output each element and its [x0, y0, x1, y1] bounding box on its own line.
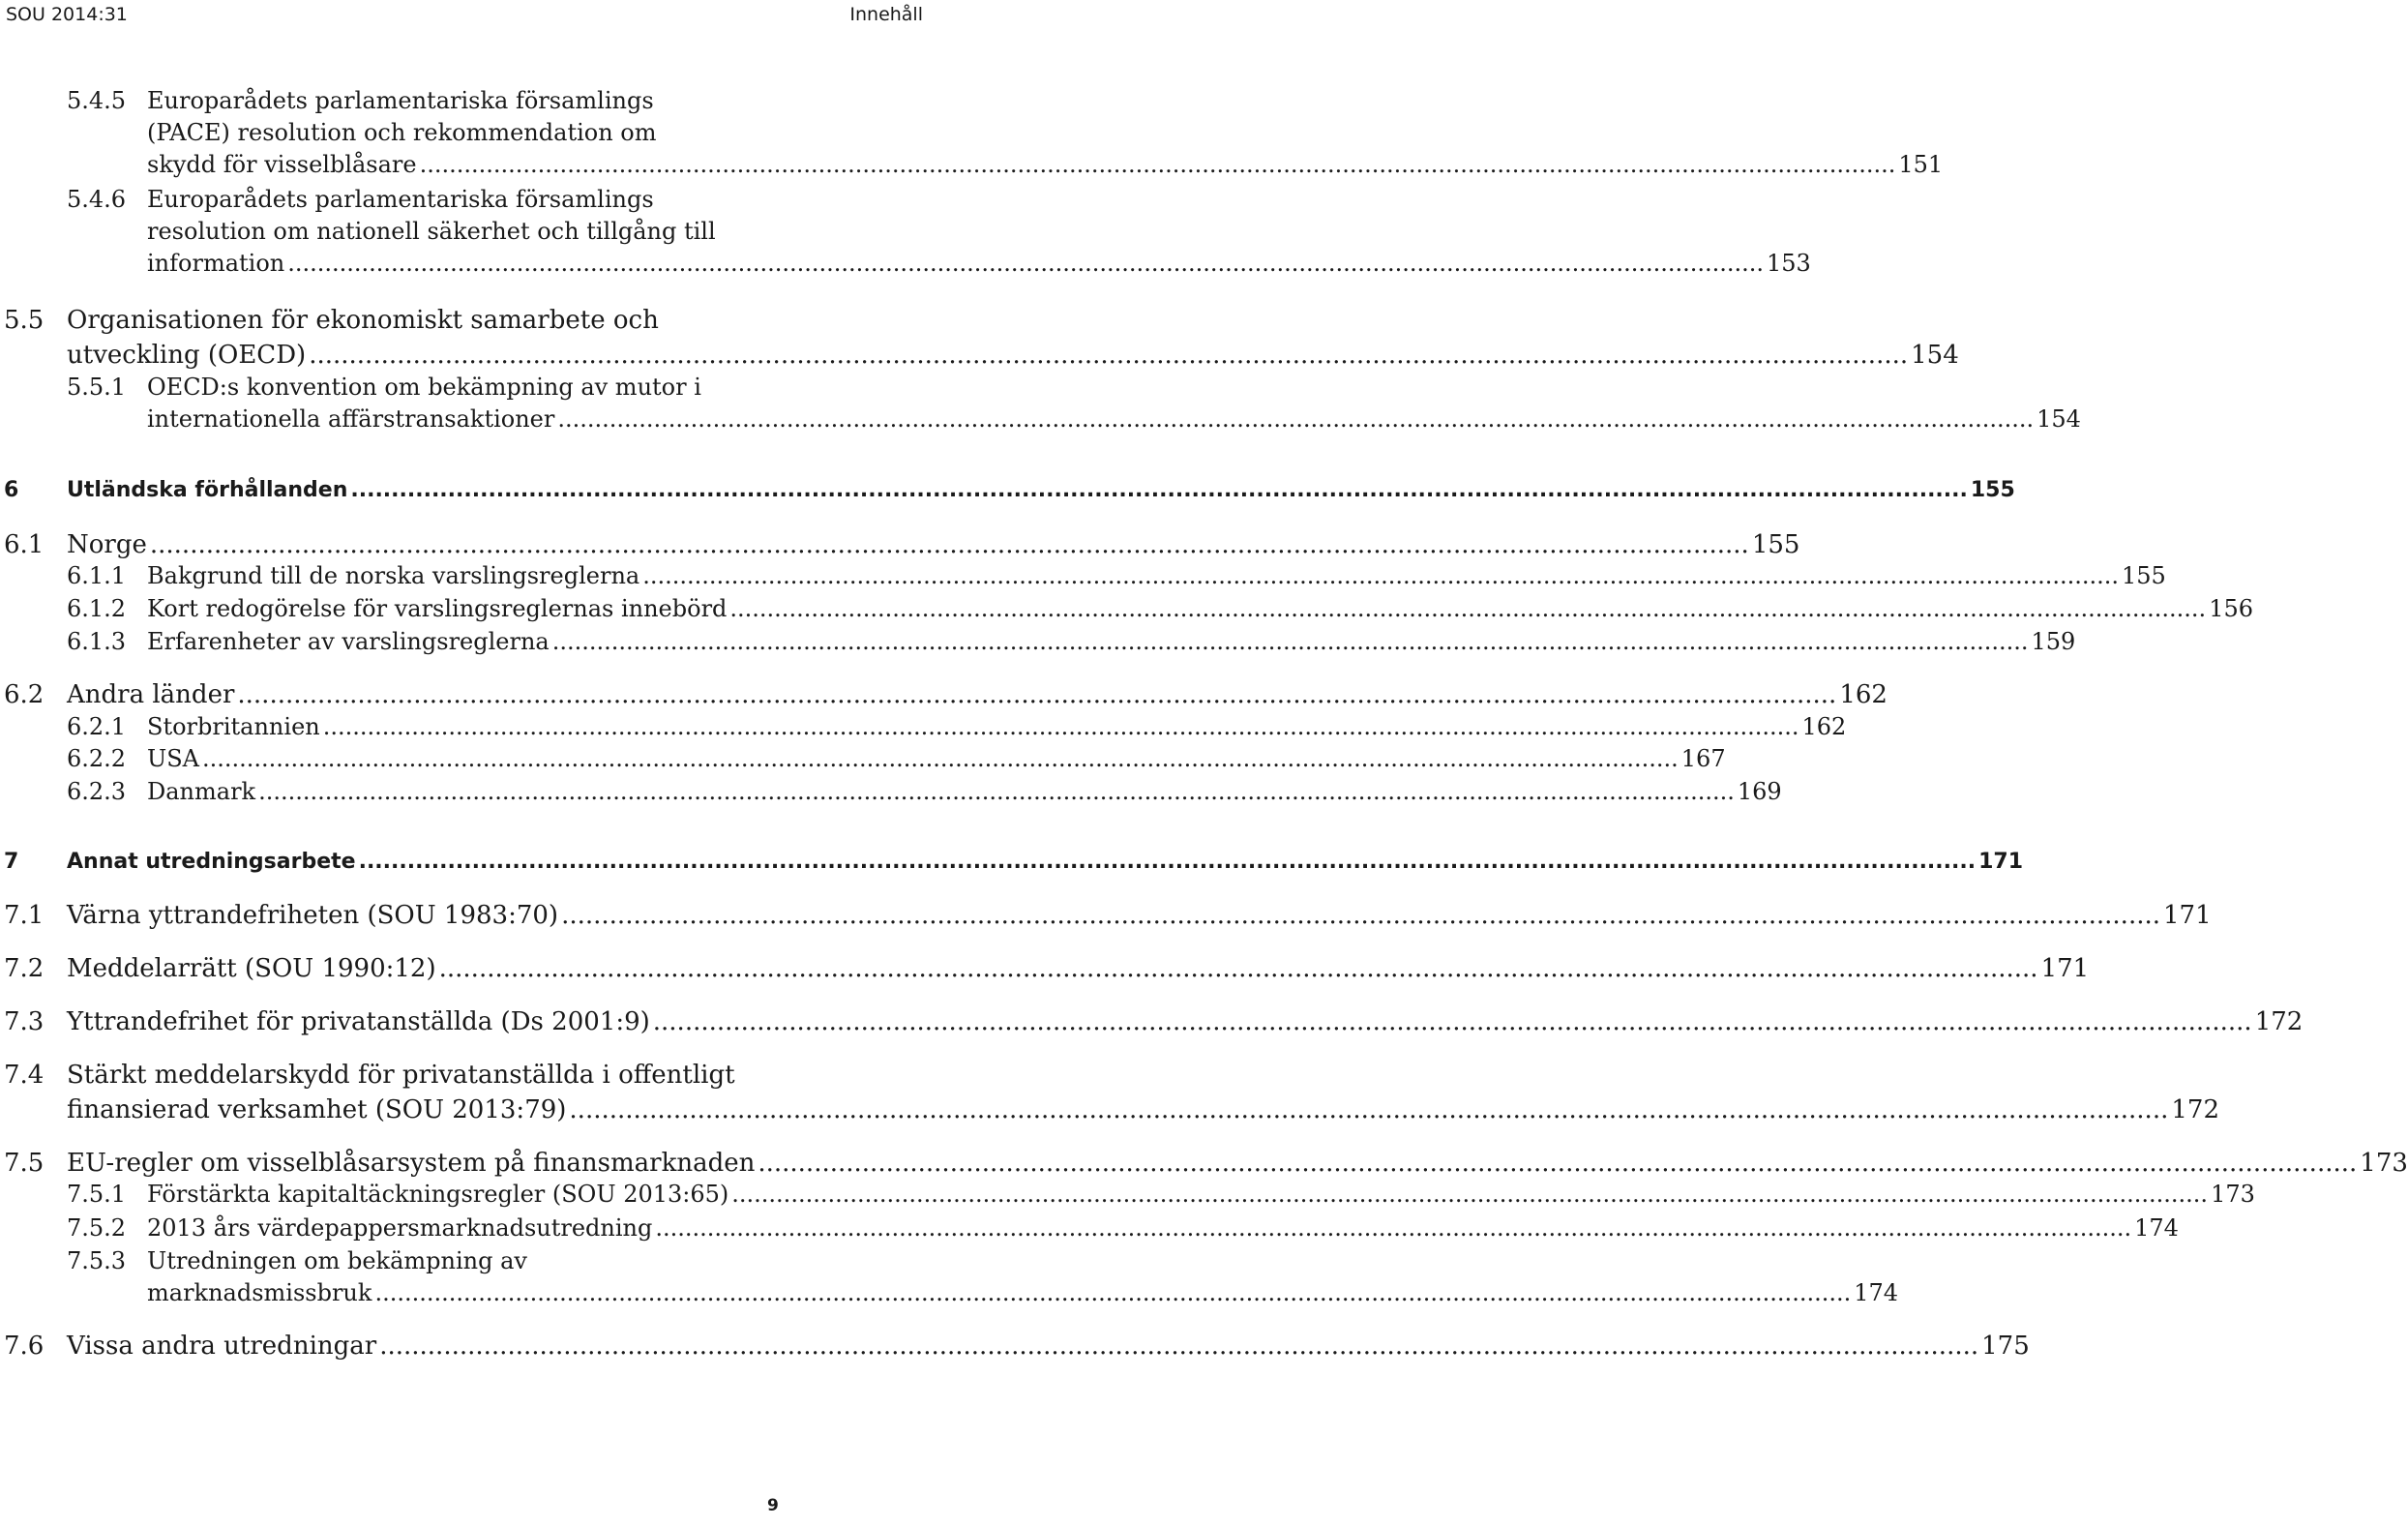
- toc-entry-page: 154: [2036, 405, 2081, 433]
- toc-entry-number: 6.1.1: [67, 562, 127, 589]
- toc-entry-title-line: information: [147, 250, 285, 277]
- toc-entry-title-line: Bakgrund till de norska varslingsreglerna: [147, 562, 640, 589]
- toc-entry-title-line: (PACE) resolution och rekommendation om: [147, 119, 657, 146]
- toc-entry-title-line: Förstärkta kapitaltäckningsregler (SOU 2013:65): [147, 1181, 729, 1208]
- dot-leader: ........................................................................................................................................................................................................: [438, 954, 2038, 983]
- toc-entry-number: 5.4.6: [67, 186, 127, 213]
- toc-entry-last-line: [147, 149, 1944, 181]
- toc-entry-body: [67, 1004, 2304, 1039]
- dot-leader: ........................................................................................................................................................................................................: [642, 562, 2119, 589]
- toc-entry-last-line: [67, 1146, 2408, 1181]
- toc-entry-last-line: [147, 404, 2081, 435]
- toc-entry-page: 155: [2121, 562, 2166, 589]
- toc-entry-title-line: USA: [147, 745, 199, 772]
- toc-entry-last-line: [147, 1277, 1899, 1309]
- toc-entry-title-line: Vissa andra utredningar: [67, 1332, 377, 1361]
- toc-entry-last-line: [67, 845, 2024, 880]
- toc-entry-body: [147, 1213, 2179, 1244]
- toc-entry-number: 7.3: [4, 1007, 45, 1036]
- toc-entry-number: 6.1.3: [67, 628, 127, 655]
- toc-entry-page: 151: [1898, 151, 1944, 178]
- toc-entry-page: 162: [1801, 713, 1847, 740]
- toc-entry-body: [67, 527, 1800, 562]
- toc-entry-body: [67, 473, 2015, 508]
- toc-entry-title-line: Europarådets parlamentariska församlings: [147, 87, 654, 114]
- toc-entry-body: [67, 898, 2212, 933]
- toc-entry-title-line: Andra länder: [67, 680, 235, 709]
- toc-entry-page: 167: [1680, 745, 1726, 772]
- toc-entry-last-line: [67, 473, 2015, 508]
- toc-entry-number: 7.5.1: [67, 1181, 127, 1208]
- toc-entry-body: [67, 1058, 2219, 1127]
- dot-leader: ........................................................................................................................................................................................................: [258, 778, 1735, 805]
- toc-entry-number: 5.5.1: [67, 374, 127, 401]
- toc-entry-title-line: Erfarenheter av varslingsreglerna: [147, 628, 550, 655]
- dot-leader: ........................................................................................................................................................................................................: [655, 1214, 2132, 1242]
- toc-entry-body: [147, 626, 2076, 658]
- toc-entry-number: 6.2.1: [67, 713, 127, 740]
- toc-entry-number: 5.5: [4, 306, 45, 335]
- toc-entry-last-line: [147, 248, 1811, 280]
- dot-leader: ........................................................................................................................................................................................................: [379, 1332, 1979, 1361]
- toc-entry-page: 154: [1911, 341, 1959, 370]
- toc-entry-last-line: [67, 1093, 2219, 1127]
- toc-entry-body: [147, 560, 2166, 592]
- dot-leader: ........................................................................................................................................................................................................: [237, 680, 1837, 709]
- toc-entry-title-line: finansierad verksamhet (SOU 2013:79): [67, 1095, 567, 1124]
- toc-entry-title-line: Utländska förhållanden: [67, 478, 348, 502]
- toc-entry-number: 7.5.3: [67, 1247, 127, 1274]
- toc-entry-last-line: [67, 1004, 2304, 1039]
- toc-entry-title-line: resolution om nationell säkerhet och tillgång till: [147, 218, 716, 245]
- toc-entry-number: 7.5: [4, 1149, 45, 1178]
- dot-leader: ........................................................................................................................................................................................................: [758, 1149, 2358, 1178]
- toc-entry-page: 169: [1737, 778, 1782, 805]
- toc-entry-page: 155: [1970, 478, 2015, 502]
- toc-entry-number: 7: [4, 850, 19, 874]
- toc-entry-last-line: [147, 1213, 2179, 1244]
- toc-entry-body: [147, 711, 1847, 743]
- toc-entry-last-line: [67, 527, 1800, 562]
- toc-entry-body: [67, 303, 1959, 373]
- toc-entry-body: [147, 184, 1811, 280]
- toc-entry-body: [67, 1146, 2408, 1181]
- toc-entry-title-line: EU-regler om visselblåsarsystem på finansmarknaden: [67, 1149, 756, 1178]
- toc-entry-title-line: skydd för visselblåsare: [147, 151, 417, 178]
- toc-entry-title-line: utveckling (OECD): [67, 341, 307, 370]
- running-header-left: SOU 2014:31: [6, 4, 128, 25]
- toc-entry-number: 6.2.2: [67, 745, 127, 772]
- toc-entry-number: 5.4.5: [67, 87, 127, 114]
- toc-entry-last-line: [147, 711, 1847, 743]
- toc-entry-title-line: Annat utredningsarbete: [67, 850, 356, 874]
- toc-entry-last-line: [67, 338, 1959, 373]
- toc-entry-number: 7.6: [4, 1332, 45, 1361]
- toc-entry-title-line: marknadsmissbruk: [147, 1279, 372, 1306]
- toc-entry-title-line: Meddelarrätt (SOU 1990:12): [67, 954, 436, 983]
- toc-entry-page: 174: [1854, 1279, 1899, 1306]
- toc-entry-title-line: Utredningen om bekämpning av: [147, 1247, 527, 1274]
- toc-entry-last-line: [147, 626, 2076, 658]
- toc-entry-last-line: [67, 951, 2090, 986]
- toc-entry-number: 6.1: [4, 530, 45, 559]
- dot-leader: ........................................................................................................................................................................................................: [287, 250, 1765, 277]
- toc-entry-last-line: [147, 593, 2253, 625]
- dot-leader: ........................................................................................................................................................................................................: [202, 745, 1679, 772]
- toc-entry-number: 7.5.2: [67, 1214, 127, 1242]
- dot-leader: ........................................................................................................................................................................................................: [374, 1279, 1852, 1306]
- toc-entry-page: 173: [2211, 1181, 2255, 1208]
- toc-entry-number: 6: [4, 478, 19, 502]
- dot-leader: ........................................................................................................................................................................................................: [569, 1095, 2169, 1124]
- toc-entry-title-line: Storbritannien: [147, 713, 320, 740]
- toc-entry-title-line: internationella affärstransaktioner: [147, 405, 555, 433]
- toc-entry-number: 6.2.3: [67, 778, 127, 805]
- toc-entry-title-line: OECD:s konvention om bekämpning av mutor i: [147, 374, 701, 401]
- toc-entry-last-line: [147, 560, 2166, 592]
- toc-entry-page: 156: [2209, 595, 2253, 622]
- toc-entry-last-line: [67, 677, 1888, 712]
- toc-entry-body: [147, 593, 2253, 625]
- toc-entry-title-line: Värna yttrandefriheten (SOU 1983:70): [67, 901, 559, 930]
- toc-entry-body: [147, 372, 2081, 435]
- toc-entry-title-line: Norge: [67, 530, 147, 559]
- dot-leader: ........................................................................................................................................................................................................: [652, 1007, 2252, 1036]
- toc-entry-page: 153: [1767, 250, 1811, 277]
- toc-entry-last-line: [147, 776, 1782, 808]
- toc-entry-number: 6.2: [4, 680, 45, 709]
- toc-entry-title-line: Europarådets parlamentariska församlings: [147, 186, 654, 213]
- toc-entry-body: [147, 1245, 1899, 1309]
- toc-entry-body: [67, 1329, 2030, 1363]
- toc-entry-title-line: Stärkt meddelarskydd för privatanställda i offentligt: [67, 1061, 735, 1090]
- toc-entry-page: 159: [2031, 628, 2076, 655]
- toc-entry-body: [147, 743, 1726, 775]
- dot-leader: ........................................................................................................................................................................................................: [731, 1181, 2209, 1208]
- toc-entry-page: 172: [2171, 1095, 2219, 1124]
- toc-entry-number: 6.1.2: [67, 595, 127, 622]
- toc-entry-last-line: [147, 743, 1726, 775]
- dot-leader: ........................................................................................................................................................................................................: [551, 628, 2029, 655]
- dot-leader: ........................................................................................................................................................................................................: [729, 595, 2207, 622]
- toc-entry-page: 171: [2163, 901, 2212, 930]
- dot-leader: ........................................................................................................................................................................................................: [419, 151, 1896, 178]
- toc-entry-last-line: [147, 1179, 2255, 1211]
- toc-entry-body: [147, 85, 1944, 181]
- toc-entry-page: 155: [1751, 530, 1800, 559]
- toc-entry-number: 7.4: [4, 1061, 45, 1090]
- dot-leader: ........................................................................................................................................................................................................: [358, 850, 1977, 874]
- toc-entry-page: 175: [1981, 1332, 2030, 1361]
- dot-leader: ........................................................................................................................................................................................................: [149, 530, 1749, 559]
- dot-leader: ........................................................................................................................................................................................................: [322, 713, 1799, 740]
- dot-leader: ........................................................................................................................................................................................................: [561, 901, 2161, 930]
- toc-entry-last-line: [67, 898, 2212, 933]
- toc-entry-title-line: Kort redogörelse för varslingsreglernas innebörd: [147, 595, 728, 622]
- toc-entry-body: [67, 677, 1888, 712]
- running-header-right: Innehåll: [849, 4, 923, 25]
- toc-entry-page: 173: [2360, 1149, 2408, 1178]
- toc-entry-page: 172: [2254, 1007, 2304, 1036]
- dot-leader: ........................................................................................................................................................................................................: [557, 405, 2035, 433]
- toc-entry-number: 7.2: [4, 954, 45, 983]
- toc-entry-title-line: Danmark: [147, 778, 256, 805]
- toc-entry-body: [147, 1179, 2255, 1211]
- toc-entry-body: [147, 776, 1782, 808]
- toc-entry-number: 7.1: [4, 901, 45, 930]
- toc-entry-body: [67, 951, 2090, 986]
- toc-entry-page: 174: [2134, 1214, 2179, 1242]
- dot-leader: ........................................................................................................................................................................................................: [350, 478, 1968, 502]
- page-number: 9: [767, 1496, 779, 1515]
- toc-entry-last-line: [67, 1329, 2030, 1363]
- toc-entry-title-line: Organisationen för ekonomiskt samarbete och: [67, 306, 659, 335]
- toc-entry-page: 171: [2040, 954, 2090, 983]
- toc-entry-title-line: 2013 års värdepappersmarknadsutredning: [147, 1214, 653, 1242]
- toc-entry-page: 162: [1839, 680, 1888, 709]
- toc-entry-title-line: Yttrandefrihet för privatanställda (Ds 2001:9): [67, 1007, 650, 1036]
- toc-entry-body: [67, 845, 2024, 880]
- toc-entry-page: 171: [1978, 850, 2024, 874]
- dot-leader: ........................................................................................................................................................................................................: [309, 341, 1909, 370]
